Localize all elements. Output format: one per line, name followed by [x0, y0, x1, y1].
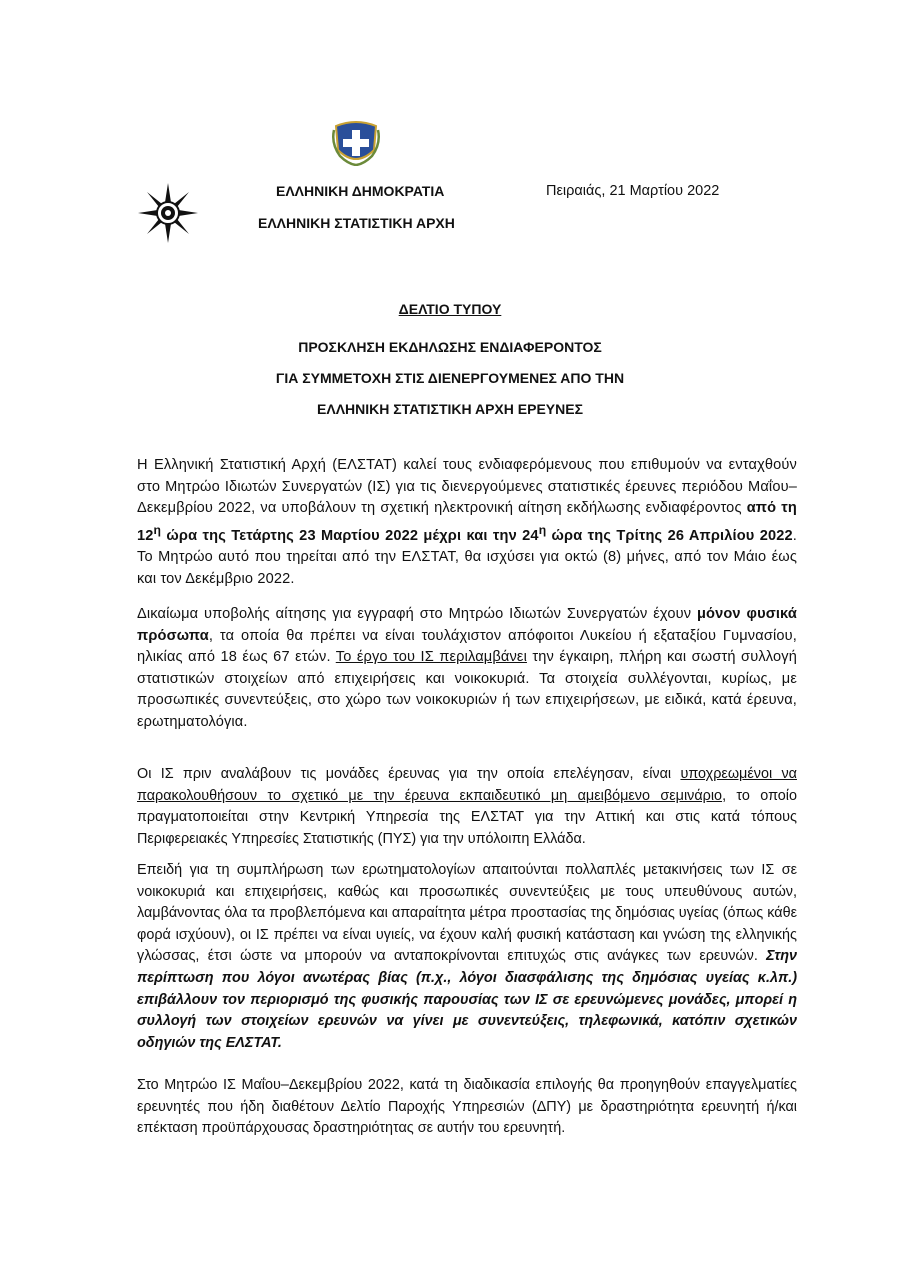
paragraph-eligibility — [137, 604, 797, 734]
bold-text: ώρα της Τετάρτης 23 Μαρτίου 2022 μέχρι και την 24 — [161, 527, 539, 544]
superscript: η — [538, 522, 547, 537]
paragraph-priority — [137, 1075, 797, 1140]
text-run: Στο Μητρώο ΙΣ Μαΐου–Δεκεμβρίου 2022, κατά τη διαδικασία επιλογής θα προηγηθούν επαγγελματίες ερευνητές που ήδη διαθέτουν Δελτίο Παροχής Υπηρεσιών (ΔΠΥ) με δραστηριότητα ερευνητή ή/και επέκταση προϋπάρχουσας δραστηριότητας σε αυτήν του ερευνητή. — [137, 1077, 797, 1137]
text-run: . Το Μητρώο αυτό που τηρείται από την ΕΛΣΤΑΤ, θα ισχύσει για οκτώ (8) μήνες, από τον Μάιο έως και τον Δεκέμβριο 2022. — [137, 527, 797, 587]
bold-text: ώρα της Τρίτης 26 Απριλίου 2022 — [546, 527, 793, 544]
press-release-heading: ΔΕΛΤΙΟ ΤΥΠΟΥ — [398, 301, 502, 317]
underlined-run: Το έργο του ΙΣ περιλαμβάνει — [335, 649, 527, 666]
text-run: Δικαίωμα υποβολής αίτησης για εγγραφή στο Μητρώο Ιδιωτών Συνεργατών έχουν — [137, 606, 697, 622]
bold-text: από τη 12 — [137, 500, 797, 544]
org-name-elstat: ΕΛΛΗΝΙΚΗ ΣΤΑΤΙΣΤΙΚΗ ΑΡΧΗ — [258, 215, 455, 231]
title-line-1: ΠΡΟΣΚΛΗΣΗ ΕΚΔΗΛΩΣΗΣ ΕΝΔΙΑΦΕΡΟΝΤΟΣ — [298, 339, 602, 355]
paragraph-training — [137, 764, 797, 850]
dateline: Πειραιάς, 21 Μαρτίου 2022 — [546, 183, 720, 199]
text-run: Η Ελληνική Στατιστική Αρχή (ΕΛΣΤΑΤ) καλεί τους ενδιαφερόμενους που επιθυμούν να ενταχθούν στο Μητρώο Ιδιωτών Συνεργατών (ΙΣ) για τις διενεργούμενες στατιστικές έρευνες περιόδου Μαΐου–Δεκεμβρίου 2022, να υποβάλουν τη σχετική ηλεκτρονική αίτηση εκδήλωσης ενδιαφέροντος — [137, 457, 797, 517]
underlined-run: υποχρεωμένοι να παρακολουθήσουν το σχετικό με την έρευνα εκπαιδευτικό μη αμειβόμενο σεμινάριο — [137, 766, 797, 804]
paragraph-invitation — [137, 455, 797, 590]
text-run: Επειδή για τη συμπλήρωση των ερωτηματολογίων απαιτούνται πολλαπλές μετακινήσεις των ΙΣ σε νοικοκυριά και επιχειρήσεις, καθώς και προσωπικές συνεντεύξεις με τους υπευθύνους αυτών, λαμβάνοντας όλα τα προβλεπόμενα και απαραίτητα μέτρα προστασίας της δημόσιας υγείας (όπως κάθε φορά ισχύουν), οι ΙΣ πρέπει να είναι υγιείς, να έχουν καλή φυσική κατάσταση και γνώση της ελληνικής γλώσσας, έτσι ώστε να μπορούν να ανταποκρίνονται επιτυχώς στις ανάγκες των ερευνών. — [137, 862, 797, 965]
superscript: η — [153, 522, 162, 537]
compass-star-logo-icon — [138, 183, 198, 243]
title-line-3: ΕΛΛΗΝΙΚΗ ΣΤΑΤΙΣΤΙΚΗ ΑΡΧΗ ΕΡΕΥΝΕΣ — [317, 401, 583, 417]
text-run: , το οποίο πραγματοποιείται στην Κεντρική Υπηρεσία της ΕΛΣΤΑΤ για την Αττική και στις κατά τόπους Περιφερειακές Υπηρεσίες Στατιστικής (ΠΥΣ) για την υπόλοιπη Ελλάδα. — [137, 787, 797, 847]
text-run: Οι ΙΣ πριν αναλάβουν τις μονάδες έρευνας για την οποία επελέγησαν, είναι — [137, 766, 681, 782]
org-name-republic: ΕΛΛΗΝΙΚΗ ΔΗΜΟΚΡΑΤΙΑ — [276, 183, 445, 199]
bold-run: μόνον φυσικά πρόσωπα — [137, 606, 797, 644]
bold-italic-run: Στην περίπτωση που λόγοι ανωτέρας βίας (π.χ., λόγοι διασφάλισης της δημόσιας υγείας κ.λπ.) επιβάλλουν τον περιορισμό της φυσικής παρουσίας των ΙΣ σε ερευνώμενες μονάδες, μπορεί η συλλογή των στοιχείων ερευνών να γίνει με συνεντεύξεις, τηλεφωνικά, κατόπιν σχετικών οδηγιών της ΕΛΣΤΑΤ. — [137, 948, 797, 1051]
text-run: , τα οποία θα πρέπει να είναι τουλάχιστον απόφοιτοι Λυκείου ή εξαταξίου Γυμνασίου, ηλικίας από 18 έως 67 ετών. — [137, 627, 797, 666]
text-run: την έγκαιρη, πλήρη και σωστή συλλογή στατιστικών στοιχείων από επιχειρήσεις και νοικοκυριά. Τα στοιχεία συλλέγονται, κυρίως, με προσωπικές συνεντεύξεις, στο χώρο των νοικοκυριών ή των επιχειρήσεων, με ειδικά, κατά έρευνα, ερωτηματολόγια. — [137, 649, 797, 730]
paragraph-requirements — [137, 860, 797, 1054]
title-line-2: ΓΙΑ ΣΥΜΜΕΤΟΧΗ ΣΤΙΣ ΔΙΕΝΕΡΓΟΥΜΕΝΕΣ ΑΠΟ ΤΗΝ — [275, 370, 625, 386]
greek-coat-of-arms-icon — [330, 120, 382, 166]
